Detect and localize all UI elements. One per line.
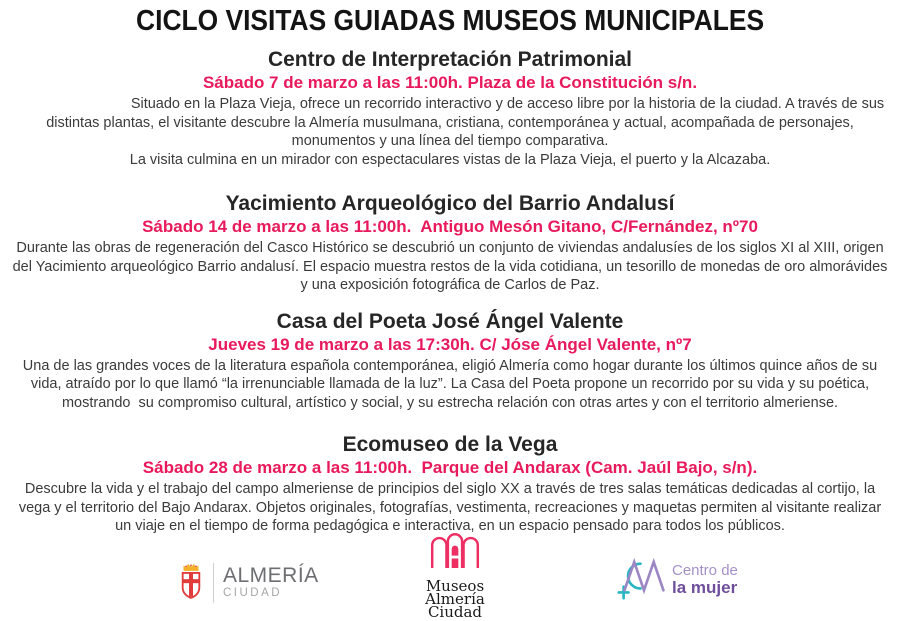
section-heading: Ecomuseo de la Vega — [342, 433, 558, 456]
museos-logo-clipped-line: Ciudad — [427, 603, 483, 621]
museos-arches-icon — [427, 555, 483, 572]
description-paragraph: Una de las grandes voces de la literatura española contemporánea, eligió Almería como hogar durante los últimos quince años de su vida, atraído por lo que llamó “la irrenunciable llamada de la luz”. La Casa del Poeta propone un recorrido por su vida y su poética, mostrando su compromiso cultural, artístico y social, y su estrecha relación con otras artes y con el territorio almeriense. — [22, 357, 882, 411]
flyer-header — [0, 0, 900, 38]
logo-divider — [213, 563, 214, 603]
almeria-crest-icon — [176, 558, 206, 607]
description-paragraph: La visita culmina en un mirador con espectaculares vistas de la Plaza Vieja, el puerto y la Alcazaba. — [129, 151, 771, 168]
section-description — [0, 357, 900, 413]
description-paragraph: Descubre la vida y el trabajo del campo almeriense de principios del siglo XX a través de tres salas temáticas dedicadas al cortijo, la vega y el territorio del Bajo Andarax. Objetos originales, fotografías, vestimenta, recreaciones y maquetas permiten al visitante realizar un viaje en el tiempo de forma pedagógica e interactiva, en un espacio pensado para todos los públicos. — [18, 481, 886, 534]
section-casa-del-poeta — [0, 310, 900, 413]
section-description — [0, 95, 900, 169]
section-schedule: Jueves 19 de marzo a las 17:30h. C/ Jóse Ángel Valente, nº7 — [208, 334, 692, 354]
section-description — [0, 239, 900, 295]
section-schedule: Sábado 14 de marzo a las 11:00h. Antiguo Mesón Gitano, C/Fernández, nº70 — [142, 217, 758, 236]
museos-almeria-logo — [400, 530, 510, 619]
museos-logo-line2: Almería — [425, 590, 485, 608]
section-centro-interpretacion — [0, 48, 900, 169]
almeria-ciudad-logo — [176, 558, 319, 607]
almeria-logo-text — [223, 565, 319, 600]
description-paragraph: Durante las obras de regeneración del Casco Histórico se descubrió un conjunto de viviendas andalusíes de los siglos XI al XIII, origen del Yacimiento arqueológico Barrio andalusí. El espacio muestra restos de la vida cotidiana, un tesorillo de monedas de oro almorávides y una exposición fotográfica de Carlos de Paz. — [12, 240, 892, 293]
page-title: CICLO VISITAS GUIADAS MUSEOS MUNICIPALES — [135, 5, 765, 37]
almeria-logo-subtitle: CIUDAD — [223, 587, 283, 599]
centro-mujer-monogram-icon — [606, 554, 666, 605]
section-heading: Casa del Poeta José Ángel Valente — [276, 309, 624, 333]
section-ecomuseo-vega — [0, 433, 900, 536]
centro-logo-text — [672, 563, 738, 597]
almeria-logo-name: ALMERÍA — [223, 564, 319, 587]
section-schedule: Sábado 28 de marzo a las 11:00h. Parque del Andarax (Cam. Jaúl Bajo, s/n). — [142, 458, 758, 477]
section-yacimiento-arqueologico — [0, 192, 900, 295]
section-description — [0, 480, 900, 536]
section-heading: Yacimiento Arqueológico del Barrio Andalusí — [225, 192, 675, 215]
centro-logo-line2: la mujer — [672, 577, 738, 597]
section-schedule: Sábado 7 de marzo a las 11:00h. Plaza de la Constitución s/n. — [202, 73, 698, 92]
centro-logo-line1: Centro de — [672, 561, 738, 579]
centro-mujer-logo — [606, 554, 738, 605]
section-heading: Centro de Interpretación Patrimonial — [267, 48, 633, 71]
description-paragraph: Situado en la Plaza Vieja, ofrece un recorrido interactivo y de acceso libre por la historia de la ciudad. A través de sus distintas plantas, el visitante descubre la Almería musulmana, cristiana, contemporánea y actual, acompañada de personajes, monumentos y una línea del tiempo comparativa. — [46, 96, 889, 149]
museos-logo-line1: Museos — [425, 577, 485, 595]
